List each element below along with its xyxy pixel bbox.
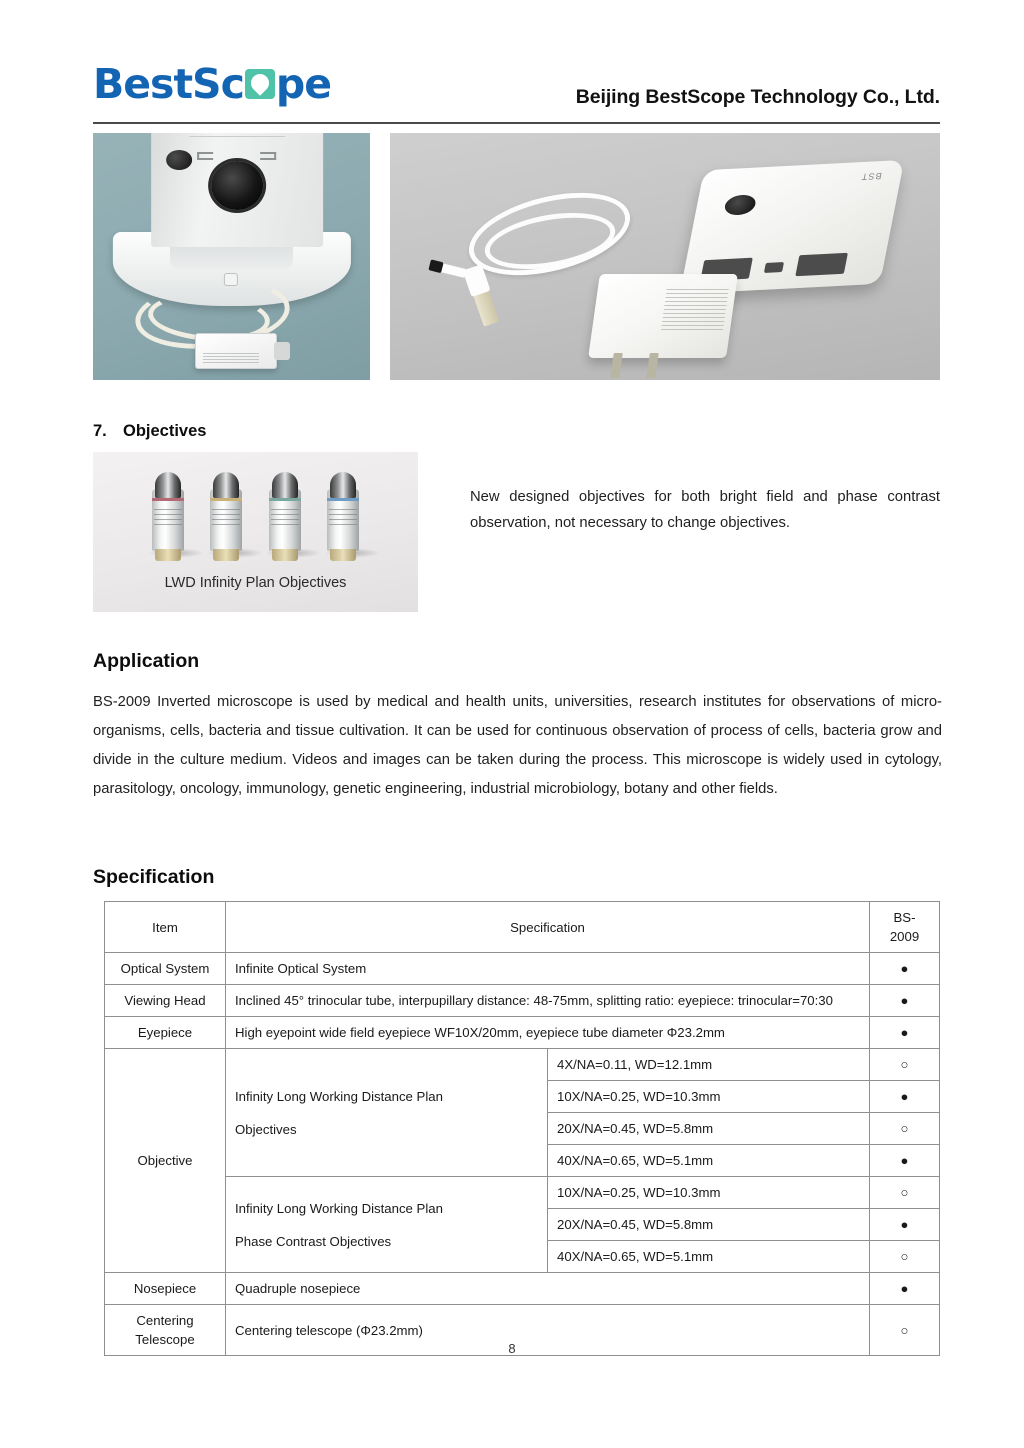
objectives-photo-caption: LWD Infinity Plan Objectives <box>164 575 347 592</box>
objective-lens-4x <box>152 489 184 551</box>
row-spec-value: 10X/NA=0.25, WD=10.3mm <box>548 1081 870 1113</box>
objectives-section-heading <box>93 422 206 441</box>
row-model-mark: ● <box>870 985 940 1017</box>
focus-knob <box>167 150 193 170</box>
row-item-label: Nosepiece <box>105 1273 226 1305</box>
row-spec-value: 20X/NA=0.45, WD=5.8mm <box>548 1209 870 1241</box>
lens-color-band <box>152 498 184 501</box>
row-spec-value: 10X/NA=0.25, WD=10.3mm <box>548 1177 870 1209</box>
column-header-specification: Specification <box>226 902 870 953</box>
objective-group-b-label <box>226 1177 548 1273</box>
row-model-mark: ○ <box>870 1241 940 1273</box>
row-model-mark: ○ <box>870 1113 940 1145</box>
row-spec-value: Centering telescope (Φ23.2mm) <box>226 1305 870 1356</box>
table-row-objective-a1 <box>105 1049 940 1081</box>
application-heading: Application <box>93 650 200 672</box>
row-model-mark: ○ <box>870 1305 940 1356</box>
column-header-model: BS-2009 <box>870 902 940 953</box>
body-bracket-left-icon <box>198 152 214 160</box>
row-spec-value: Infinite Optical System <box>226 953 870 985</box>
row-item-label: Optical System <box>105 953 226 985</box>
objective-group-b-line1: Infinity Long Working Distance Plan <box>235 1200 443 1216</box>
accessories-photo <box>390 133 940 380</box>
lens-color-band <box>269 498 301 501</box>
row-model-mark: ● <box>870 1145 940 1177</box>
header-divider <box>93 122 940 124</box>
page-header <box>93 60 940 122</box>
objective-lens-10x <box>210 489 242 551</box>
specification-heading: Specification <box>93 866 215 888</box>
microscope-objective-lens <box>211 161 263 210</box>
row-spec-value: High eyepoint wide field eyepiece WF10X/20mm, eyepiece tube diameter Φ23.2mm <box>226 1017 870 1049</box>
company-name: Beijing BestScope Technology Co., Ltd. <box>575 86 940 108</box>
objectives-description: New designed objectives for both bright field and phase contrast observation, not necessary to change objectives. <box>470 489 940 531</box>
lens-engraving <box>271 509 299 525</box>
power-adapter-block <box>195 333 277 369</box>
objective-group-a-label <box>226 1049 548 1177</box>
wall-charger <box>588 274 737 358</box>
microscope-base-photo <box>93 133 370 380</box>
adapter-label-text <box>203 353 259 364</box>
objective-lens-20x <box>269 489 301 551</box>
usb-port-b <box>795 253 848 276</box>
objective-group-a-line2: Objectives <box>235 1121 297 1137</box>
lens-engraving <box>154 509 182 525</box>
row-item-label: Viewing Head <box>105 985 226 1017</box>
objective-group-a-line1: Infinity Long Working Distance Plan <box>235 1088 443 1104</box>
page-number: 8 <box>508 1341 516 1356</box>
row-model-mark: ● <box>870 1273 940 1305</box>
table-row-optical-system <box>105 953 940 985</box>
specification-table <box>104 901 940 1356</box>
row-model-mark: ● <box>870 953 940 985</box>
centering-label-line1: Centering <box>136 1313 194 1328</box>
row-model-mark: ● <box>870 1209 940 1241</box>
row-model-mark: ○ <box>870 1049 940 1081</box>
row-item-label: Eyepiece <box>105 1017 226 1049</box>
table-row-objective-b1 <box>105 1177 940 1209</box>
micro-usb-port <box>763 262 784 272</box>
objective-group-b-line2: Phase Contrast Objectives <box>235 1233 392 1249</box>
row-spec-value: Inclined 45° trinocular tube, interpupillary distance: 48-75mm, splitting ratio: eyepiece: trinocular=70:30 <box>226 985 870 1017</box>
application-body-text: BS-2009 Inverted microscope is used by medical and health units, universities, research institutes for observations of micro-organisms, cells, bacteria and tissue cultivation. It can be used for continuous observation of process of cells, bacteria grow and divide in the culture medium. Videos and images can be taken during the process. This microscope is widely used in cytology, parasitology, oncology, immunology, genetic engineering, industrial microbiology, botany and other fields. <box>93 694 942 797</box>
power-bank-brand-mark: BST <box>859 170 882 182</box>
row-spec-value: 40X/NA=0.65, WD=5.1mm <box>548 1241 870 1273</box>
row-model-mark: ● <box>870 1017 940 1049</box>
row-model-mark: ○ <box>870 1177 940 1209</box>
objective-lens-40x <box>327 489 359 551</box>
lens-color-band <box>210 498 242 501</box>
body-bracket-right-icon <box>261 152 277 160</box>
row-spec-value: 40X/NA=0.65, WD=5.1mm <box>548 1145 870 1177</box>
lens-engraving <box>329 509 357 525</box>
table-row-viewing-head <box>105 985 940 1017</box>
logo-text-before: BestSc <box>93 60 244 108</box>
row-model-mark: ● <box>870 1081 940 1113</box>
charger-label-text <box>660 289 728 333</box>
bestscope-logo <box>93 60 331 108</box>
lens-engraving <box>212 509 240 525</box>
row-spec-value: 20X/NA=0.45, WD=5.8mm <box>548 1113 870 1145</box>
logo-text-after: pe <box>275 60 332 108</box>
objectives-photo <box>93 452 418 612</box>
section-title: Objectives <box>123 422 207 440</box>
table-row-nosepiece <box>105 1273 940 1305</box>
table-row-eyepiece <box>105 1017 940 1049</box>
power-bank-button <box>722 194 756 216</box>
logo-aperture-icon <box>245 69 275 99</box>
row-item-label-objective: Objective <box>105 1049 226 1273</box>
centering-label-line2: Telescope <box>135 1332 195 1347</box>
row-spec-value: 4X/NA=0.11, WD=12.1mm <box>548 1049 870 1081</box>
section-number: 7. <box>93 422 107 440</box>
lens-color-band <box>327 498 359 501</box>
body-vent-slots <box>189 133 285 139</box>
row-spec-value: Quadruple nosepiece <box>226 1273 870 1305</box>
table-header-row <box>105 902 940 953</box>
microscope-body-shape <box>151 133 323 247</box>
column-header-item: Item <box>105 902 226 953</box>
